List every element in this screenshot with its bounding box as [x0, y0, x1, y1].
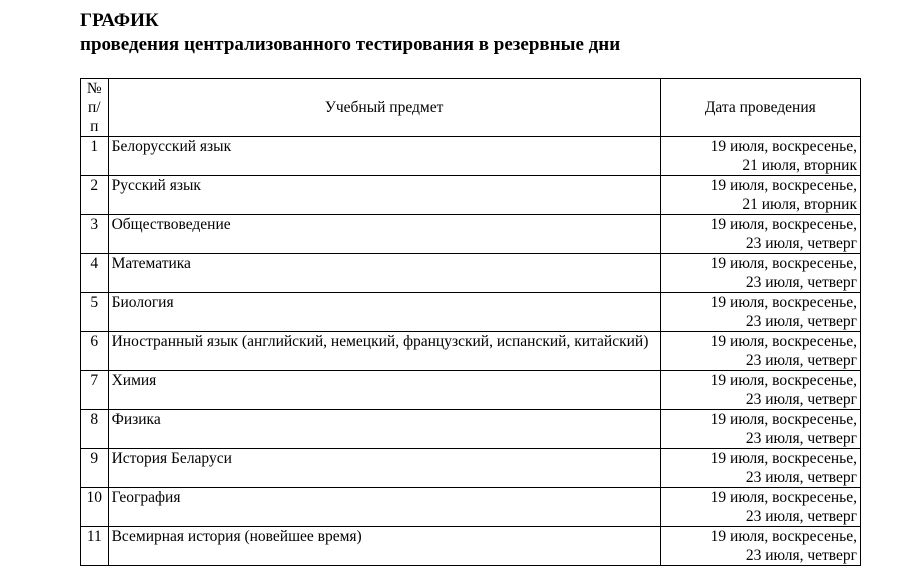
row-date-primary: 19 июля, воскресенье,: [710, 411, 857, 428]
document-subtitle: проведения централизованного тестирования в резервные дни: [80, 34, 621, 55]
row-date-primary: 19 июля, воскресенье,: [710, 177, 857, 194]
row-date-primary: 19 июля, воскресенье,: [710, 294, 857, 311]
row-date-reserve: 21 июля, вторник: [742, 157, 857, 174]
row-number: 7: [81, 371, 109, 410]
row-subject: География: [108, 488, 660, 527]
row-date: [660, 176, 860, 215]
row-date: [660, 137, 860, 176]
row-subject: Химия: [108, 371, 660, 410]
row-number: 3: [81, 215, 109, 254]
row-date-primary: 19 июля, воскресенье,: [710, 489, 857, 506]
row-date: [660, 293, 860, 332]
row-date-reserve: 21 июля, вторник: [742, 196, 857, 213]
row-subject: Биология: [108, 293, 660, 332]
row-number: 10: [81, 488, 109, 527]
row-date-primary: 19 июля, воскресенье,: [710, 528, 857, 545]
row-number: 11: [81, 527, 109, 566]
row-date-reserve: 23 июля, четверг: [745, 274, 857, 291]
document-title: ГРАФИК: [80, 10, 159, 31]
row-number: 1: [81, 137, 109, 176]
row-date-reserve: 23 июля, четверг: [745, 430, 857, 447]
document-heading: [80, 9, 620, 57]
row-date: [660, 254, 860, 293]
row-number: 9: [81, 449, 109, 488]
row-date-reserve: 23 июля, четверг: [745, 508, 857, 525]
row-date: [660, 215, 860, 254]
header-number: № п/п: [81, 79, 109, 137]
row-subject: Всемирная история (новейшее время): [108, 527, 660, 566]
row-subject: Белорусский язык: [108, 137, 660, 176]
row-date-reserve: 23 июля, четверг: [745, 235, 857, 252]
table-row: [81, 137, 861, 176]
header-subject: Учебный предмет: [108, 79, 660, 137]
row-subject: Русский язык: [108, 176, 660, 215]
row-date: [660, 527, 860, 566]
row-date-primary: 19 июля, воскресенье,: [710, 216, 857, 233]
table-row: [81, 527, 861, 566]
row-date-primary: 19 июля, воскресенье,: [710, 138, 857, 155]
row-number: 5: [81, 293, 109, 332]
table-row: [81, 371, 861, 410]
table-row: [81, 488, 861, 527]
table-row: [81, 254, 861, 293]
row-subject: Физика: [108, 410, 660, 449]
row-subject: Обществоведение: [108, 215, 660, 254]
row-subject: Иностранный язык (английский, немецкий, французский, испанский, китайский): [108, 332, 660, 371]
row-date: [660, 488, 860, 527]
table-row: [81, 332, 861, 371]
row-date-primary: 19 июля, воскресенье,: [710, 450, 857, 467]
row-date-primary: 19 июля, воскресенье,: [710, 372, 857, 389]
header-date: Дата проведения: [660, 79, 860, 137]
row-date: [660, 371, 860, 410]
row-number: 8: [81, 410, 109, 449]
row-date: [660, 332, 860, 371]
row-number: 6: [81, 332, 109, 371]
row-date: [660, 410, 860, 449]
table-header-row: [81, 79, 861, 137]
row-subject: Математика: [108, 254, 660, 293]
row-date-reserve: 23 июля, четверг: [745, 547, 857, 564]
table-body: [81, 137, 861, 566]
table-row: [81, 215, 861, 254]
row-date-primary: 19 июля, воскресенье,: [710, 333, 857, 350]
row-date-reserve: 23 июля, четверг: [745, 313, 857, 330]
table-row: [81, 293, 861, 332]
row-date: [660, 449, 860, 488]
row-number: 2: [81, 176, 109, 215]
table-row: [81, 449, 861, 488]
row-number: 4: [81, 254, 109, 293]
row-date-reserve: 23 июля, четверг: [745, 352, 857, 369]
row-date-reserve: 23 июля, четверг: [745, 469, 857, 486]
table-row: [81, 176, 861, 215]
table-row: [81, 410, 861, 449]
row-date-primary: 19 июля, воскресенье,: [710, 255, 857, 272]
row-date-reserve: 23 июля, четверг: [745, 391, 857, 408]
row-subject: История Беларуси: [108, 449, 660, 488]
schedule-table: [80, 78, 861, 566]
